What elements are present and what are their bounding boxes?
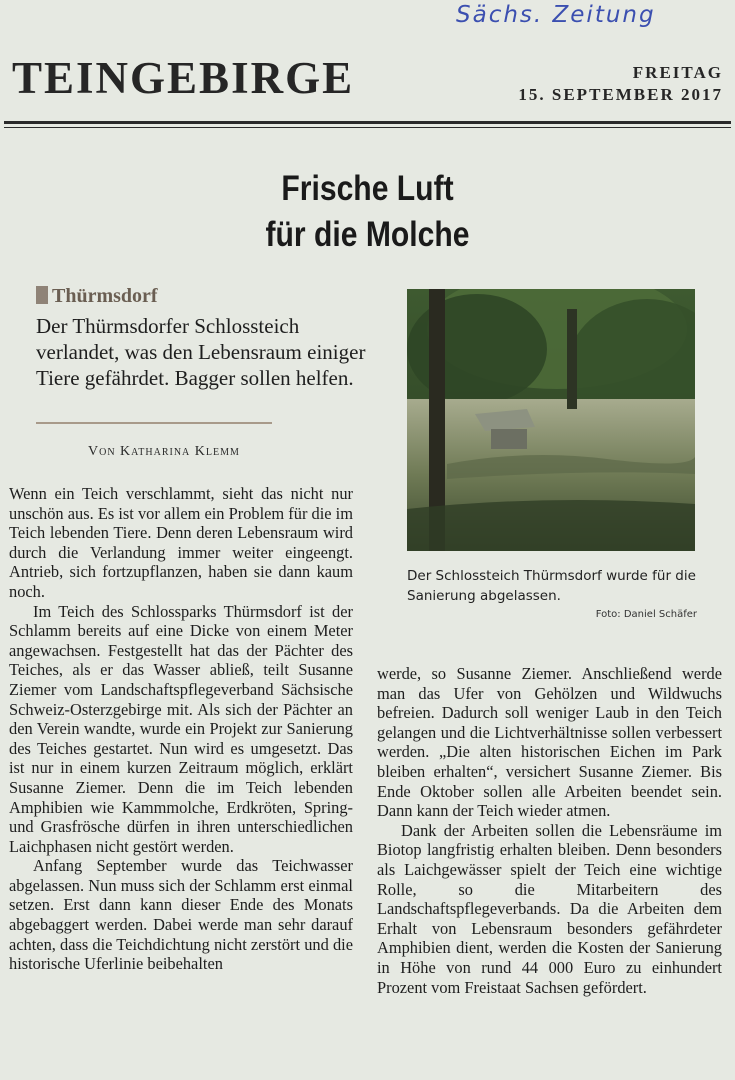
section-title: TEINGEBIRGE [12, 53, 355, 103]
header-rule [4, 121, 731, 124]
kicker-marker [36, 286, 48, 304]
pond-photo-illustration [407, 289, 695, 551]
issue-full-date: 15. SEPTEMBER 2017 [518, 85, 723, 104]
headline-line-1: Frische Luft [281, 169, 454, 208]
byline: Von Katharina Klemm [88, 444, 240, 459]
header-rule-thin [4, 127, 731, 128]
article-photo [407, 289, 695, 551]
headline-line-2: für die Molche [265, 215, 470, 254]
lead-paragraph: Der Thürmsdorfer Schlossteich verlandet, was den Lebensraum einiger Tiere gefährdet. Bagger sollen helfen. [36, 314, 366, 390]
photo-credit: Foto: Daniel Schäfer [595, 609, 697, 620]
paragraph: Wenn ein Teich verschlammt, sieht das nicht nur unschön aus. Es ist vor allem ein Problem für die im Teich lebenden Tiere. Denn deren Lebensraum wird durch die Verlandung immer weiter eingeengt. Antrieb, sich fortzupflanzen, haben sie dann kaum noch. [9, 484, 353, 601]
lead-divider [36, 422, 272, 424]
headline [51, 166, 683, 258]
article-column-2 [377, 664, 722, 997]
kicker-label: Thürmsdorf [52, 285, 158, 307]
issue-date [518, 62, 723, 106]
article-column-1 [9, 484, 353, 974]
paragraph: werde, so Susanne Ziemer. Anschließend werde man das Ufer von Gehölzen und Wildwuchs befreien. Dadurch soll weniger Laub in den Teich gelangen und die Lichtverhältnisse sollen verbessert werden. „Die alten historischen Eichen im Park bleiben erhalten“, versichert Susanne Ziemer. Bis Ende Oktober sollen alle Arbeiten beendet sein. Dann kann der Teich wieder atmen. [377, 664, 722, 821]
photo-caption: Der Schlossteich Thürmsdorf wurde für die Sanierung abgelassen. [407, 568, 696, 604]
paragraph: Im Teich des Schlossparks Thürmsdorf ist der Schlamm bereits auf eine Dicke von einem Meter angewachsen. Festgestellt hat das der Pächter des Teiches, als er das Wasser abließ, teilt Susanne Ziemer vom Landschaftspflegeverband Sächsische Schweiz-Osterzgebirge mit. Als sich der Pächter an den Verein wandte, wurde ein Projekt zur Sanierung des Teiches gestartet. Nun wird es umgesetzt. Das ist nur in einem kurzen Zeitraum möglich, erklärt Susanne Ziemer. Denn die im Teich lebenden Amphibien wie Kammmolche, Erdkröten, Spring- und Grasfrösche dürfen in ihren unterschiedlichen Laichphasen nicht gestört werden. [9, 601, 353, 856]
kicker [36, 285, 158, 308]
paragraph: Anfang September wurde das Teichwasser abgelassen. Nun muss sich der Schlamm erst einmal setzen. Erst dann kann dieser Ende des Monats abgebaggert werden. Dabei werde man sehr darauf achten, dass die Teichdichtung nicht zerstört und die historische Uferlinie beibehalten [9, 856, 353, 974]
handwritten-note: Sächs. Zeitung [456, 2, 656, 28]
issue-weekday: FREITAG [632, 63, 723, 82]
paragraph: Dank der Arbeiten sollen die Lebensräume im Biotop langfristig erhalten bleiben. Denn besonders als Laichgewässer spielt der Teich eine wichtige Rolle, so die Mitarbeitern des Landschaftspflegeverbands. Da die Arbeiten dem Erhalt von Lebensraum besonders gefährdeter Amphibien dient, werden die Kosten der Sanierung in Höhe von rund 44 000 Euro zu einhundert Prozent vom Freistaat Sachsen gefördert. [377, 820, 722, 997]
